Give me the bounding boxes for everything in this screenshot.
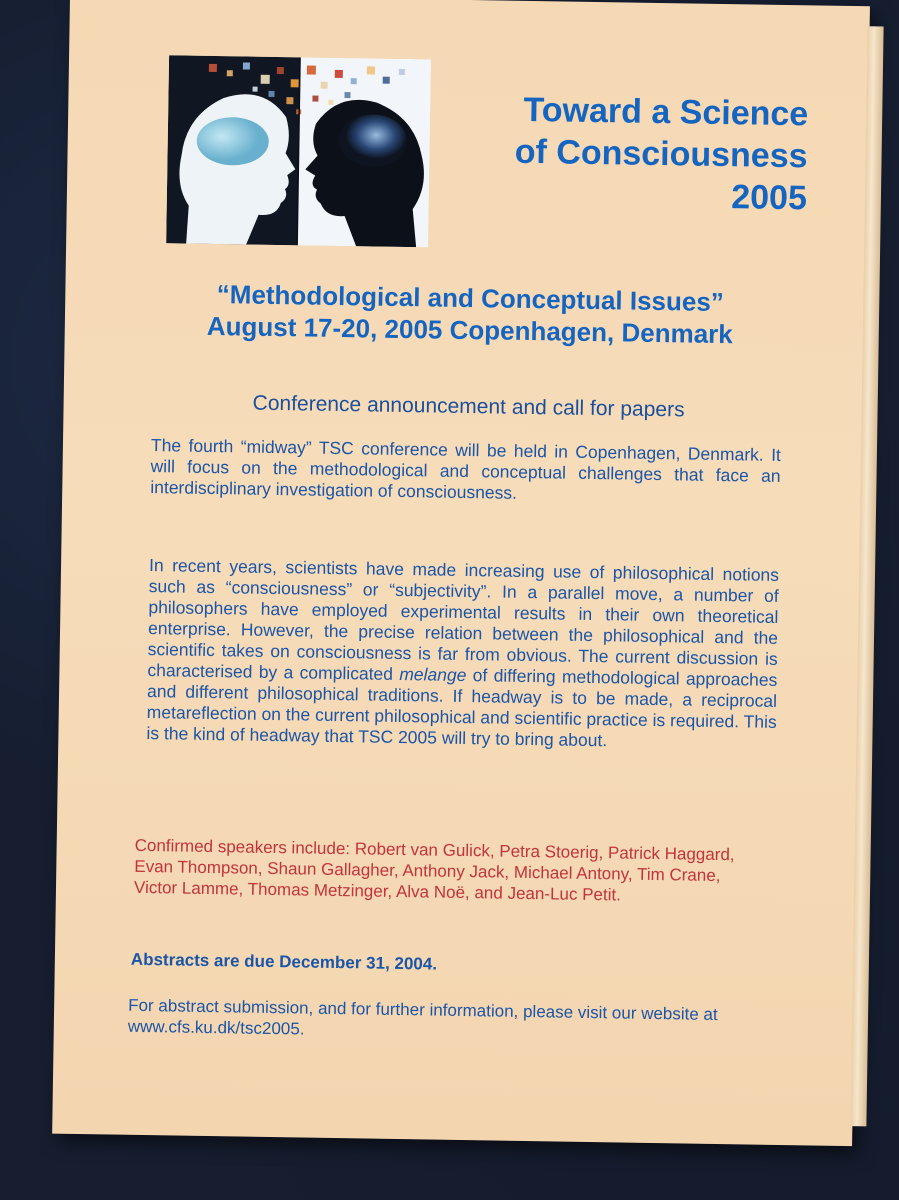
two-facing-heads-icon (166, 55, 431, 247)
confirmed-speakers: Confirmed speakers include: Robert van Gulick, Petra Stoerig, Patrick Haggard, Evan Thompson, Shaun Gallagher, Anthony Jack, Michael Antony, Tim Crane, Victor Lamme, Thomas Metzinger, Alva Noë, and Jean-Luc Petit. (133, 835, 735, 905)
conference-booklet (52, 0, 870, 1146)
conference-title (477, 88, 809, 219)
title-line-2: of Consciousness (514, 132, 808, 176)
body-paragraph-italic: melange (399, 663, 467, 686)
intro-paragraph: The fourth “midway” TSC conference will be held in Copenhagen, Denmark. It will focus on the methodological and conceptual challenges that face an interdisciplinary investigation of consciousness. (150, 435, 782, 503)
title-line-1: Toward a Science (523, 90, 809, 134)
conference-subtitle (160, 277, 781, 351)
body-paragraph (146, 555, 779, 754)
contact-info: For abstract submission, and for further information, please visit our website at www.cfs.ku.dk/tsc2005. (127, 995, 718, 1039)
body-paragraph-part-2: of differing methodological approaches and different philosophical traditions. If headway is to be made, a reciprocal metareflection on the current philosophical and scientific practice is required. This is the kind of headway that TSC 2005 will try to bring about. (146, 665, 778, 751)
announcement-heading: Conference announcement and call for papers (252, 391, 685, 422)
conference-theme: “Methodological and Conceptual Issues” (216, 279, 725, 318)
title-year: 2005 (730, 178, 808, 218)
abstract-deadline: Abstracts are due December 31, 2004. (130, 949, 438, 974)
conference-date-place: August 17-20, 2005 Copenhagen, Denmark (206, 310, 733, 350)
body-paragraph-part-1: In recent years, scientists have made increasing use of philosophical notions such as “consciousness” or “subjectivity”. In a parallel move, a number of philosophers have employed experimental results in their own theoretical enterprise. However, the precise relation between the philosophical and the scientific takes on consciousness is far from obvious. The current discussion is characterised by a complicated (147, 555, 780, 684)
